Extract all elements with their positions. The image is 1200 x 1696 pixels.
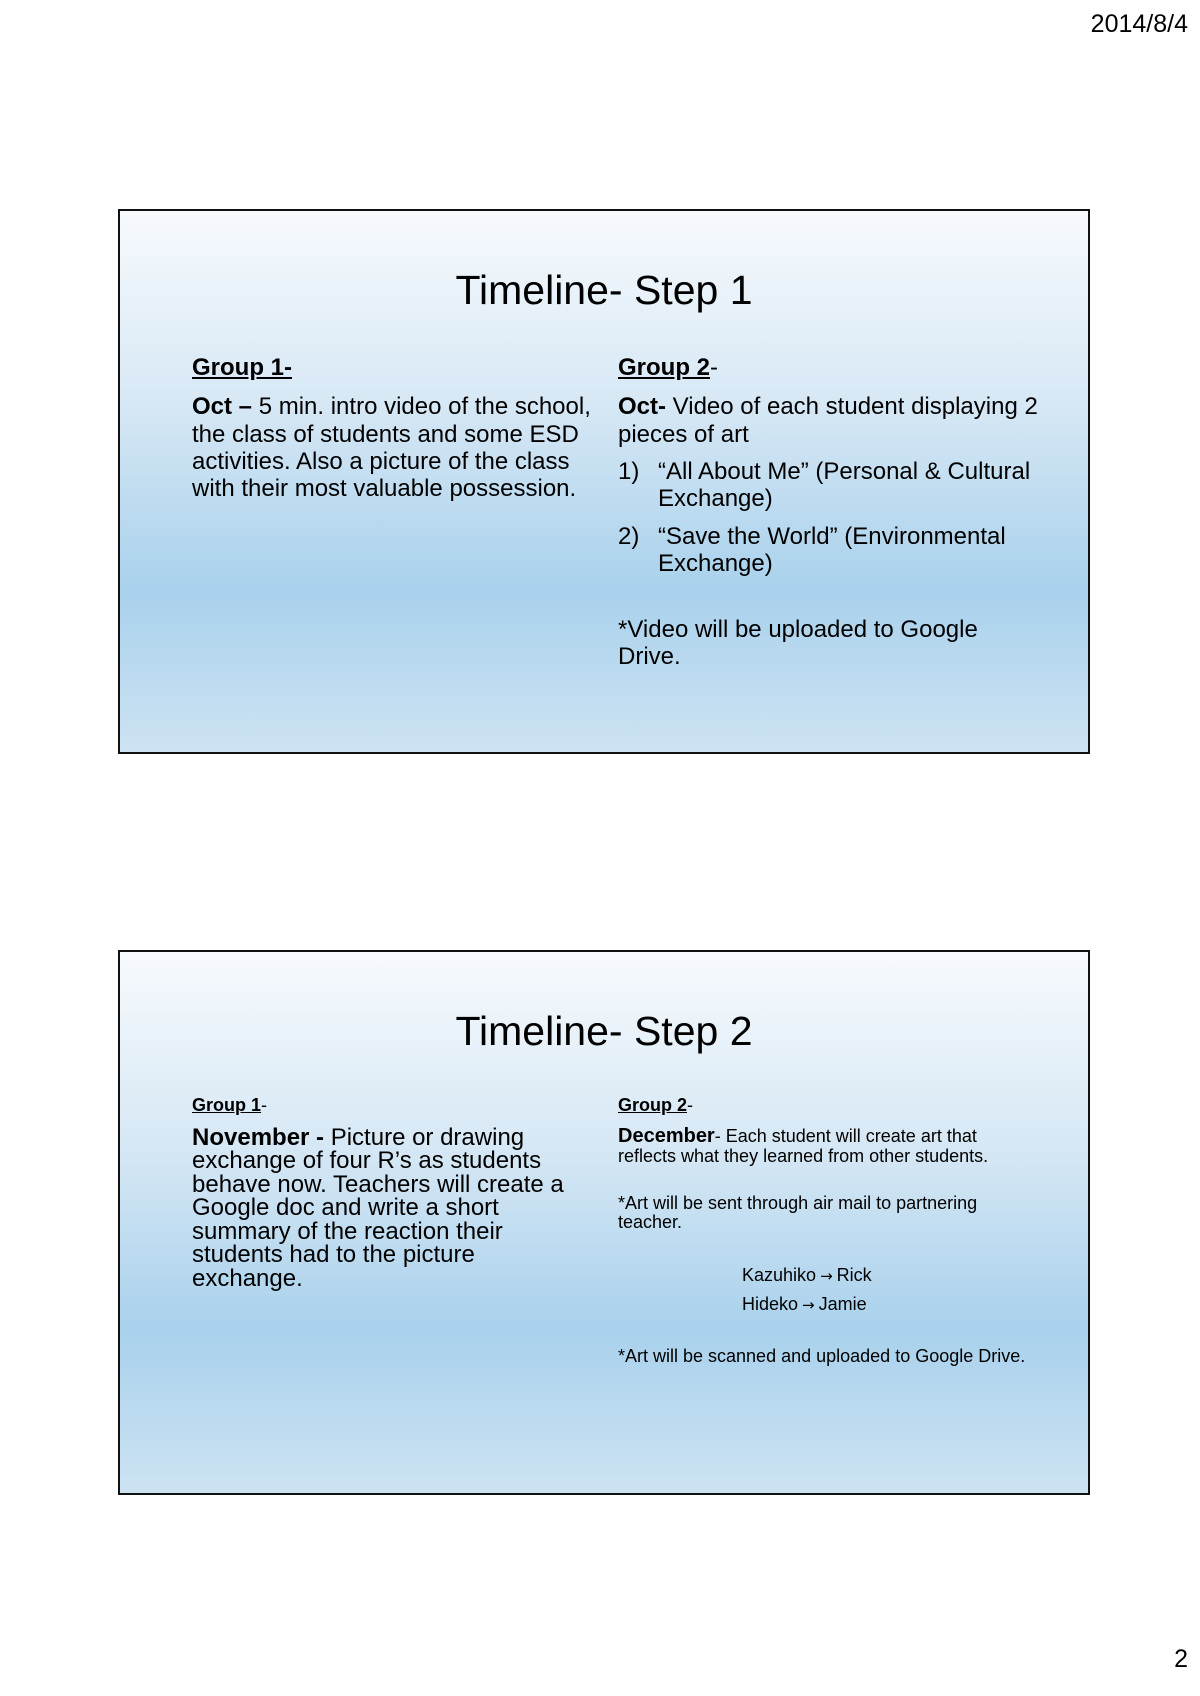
group-description: November - Picture or drawing exchange of four R’s as students behave now. Teachers will create a Google doc and write a short summary of the reaction their students had to the picture exchange.	[192, 1123, 564, 1292]
group-heading: Group 1-	[192, 1095, 268, 1115]
page-number: 2	[1174, 1645, 1188, 1673]
page-date: 2014/8/4	[1090, 10, 1188, 38]
month-label: December	[618, 1124, 715, 1147]
arrow-right-icon: →	[802, 1296, 815, 1315]
group-heading: Group 2-	[618, 1095, 694, 1115]
group-description: December- Each student will create art that reflects what they learned from other students.	[618, 1124, 989, 1166]
group-heading: Group 1-	[192, 354, 292, 381]
pair-item: Hideko → Jamie	[742, 1294, 867, 1315]
slide-title: Timeline- Step 2	[455, 1008, 753, 1054]
group-description: Oct – 5 min. intro video of the school, the class of students and some ESD activities. Also a picture of the class with their most valuable possession.	[192, 393, 591, 503]
group-2-column	[618, 355, 1038, 670]
group-description: Oct- Video of each student displaying 2 pieces of art	[618, 393, 1038, 448]
group-heading: Group 2-	[618, 354, 719, 381]
slide-title: Timeline- Step 1	[455, 267, 753, 313]
month-label: Oct –	[192, 393, 253, 421]
slide-1	[118, 209, 1090, 754]
pair-item: Kazuhiko → Rick	[742, 1265, 872, 1286]
art-list	[618, 458, 1038, 577]
group-1-column	[192, 355, 592, 503]
month-label: Oct-	[618, 393, 666, 421]
group-2-column	[618, 1096, 1038, 1366]
slide-2	[118, 950, 1090, 1495]
arrow-right-icon: →	[820, 1267, 833, 1286]
mail-note: *Art will be sent through air mail to partnering teacher.	[618, 1192, 978, 1232]
scan-note: *Art will be scanned and uploaded to Google Drive.	[618, 1346, 1026, 1367]
group-1-column	[192, 1096, 592, 1290]
list-item: 2) “Save the World” (Environmental Exchange)	[618, 522, 1006, 578]
month-label: November -	[192, 1123, 325, 1151]
teacher-pairs	[618, 1261, 1038, 1319]
upload-note: *Video will be uploaded to Google Drive.	[618, 615, 978, 670]
list-item: 1) “All About Me” (Personal & Cultural Exchange)	[618, 458, 1031, 513]
